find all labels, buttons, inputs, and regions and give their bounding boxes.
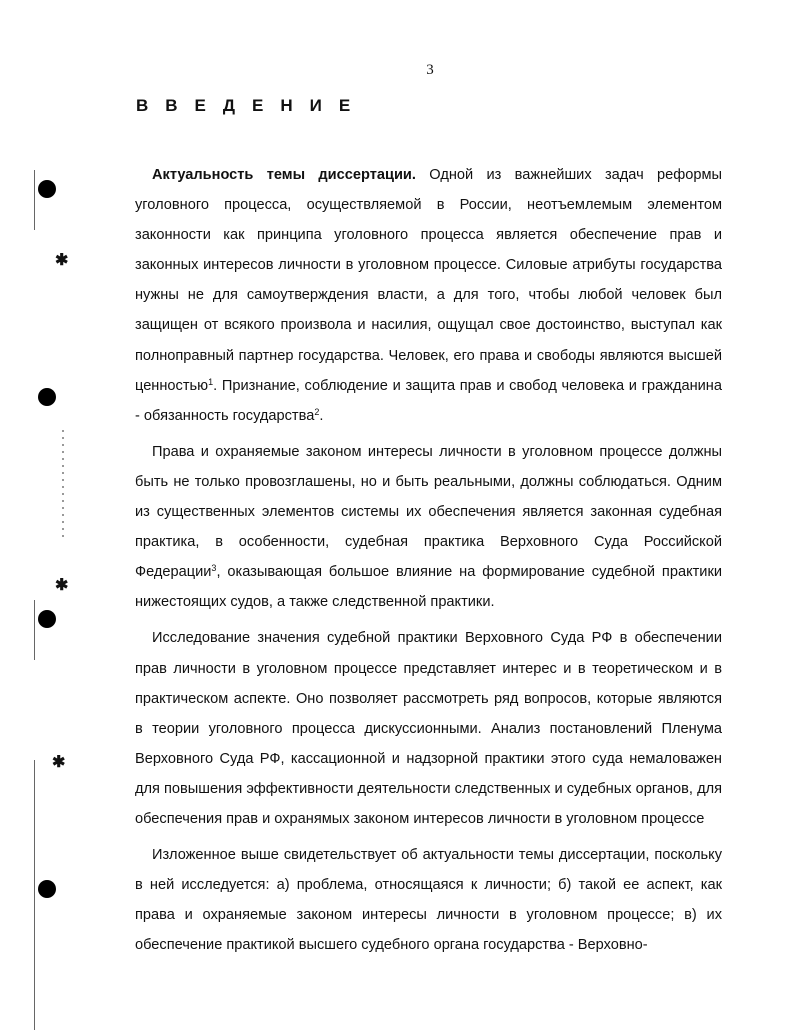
paragraph-text: Изложенное выше свидетельствует об актуальности темы диссертации, поскольку в ней исследуется: а) проблема, относящаяся к личности; б) такой ее аспект, как права и охраняемые законом интересы личности в уголовном процессе; в) их обеспечение практикой высшего судебного органа государства - Верховно- <box>135 847 722 954</box>
paragraph-text: Одной из важнейших задач реформы уголовного процесса, осуществляемой в России, неотъемлемым элементом законности как принципа уголовного процесса является обеспечение прав и законных интересов личности в уголовном процессе. Силовые атрибуты государства нужны не для самоутверждения власти, а для того, чтобы любой человек был защищен от всякого произвола и насилия, ощущал свое достоинство, выступал как полноправный партнер государства. Человек, его права и свободы являются высшей ценностью <box>135 167 722 394</box>
footnote-ref: 3 <box>211 563 217 574</box>
punch-hole-mark <box>38 388 56 406</box>
paragraph <box>135 437 722 618</box>
binding-edge-line <box>34 600 35 660</box>
binding-edge-line <box>34 760 35 1030</box>
punch-hole-mark: ✱ <box>55 252 69 269</box>
scan-noise <box>62 430 64 540</box>
section-heading: ВВЕДЕНИЕ <box>136 96 368 115</box>
binding-edge-line <box>34 170 35 230</box>
punch-hole-mark <box>38 880 56 898</box>
paragraph <box>135 623 722 834</box>
page-number: 3 <box>426 62 434 78</box>
punch-hole-mark <box>38 610 56 628</box>
footnote-ref: 2 <box>314 406 320 417</box>
paragraph-text: Исследование значения судебной практики Верховного Суда РФ в обеспечении прав личности в уголовном процессе представляет интерес и в теоретическом и в практическом аспекте. Оно позволяет рассмотреть ряд вопросов, которые являются в теории уголовного процесса дискуссионными. Анализ постановлений Пленума Верховного Суда РФ, кассационной и надзорной практики этого суда немаловажен для повышения эффективности деятельности следственных и судебных органов, для обеспечения прав и охранямых законом интересов личности в уголовном процессе <box>135 630 722 827</box>
body-text <box>135 160 722 966</box>
punch-hole-mark: ✱ <box>55 577 69 594</box>
paragraph <box>135 160 722 431</box>
lead-phrase: Актуальность темы диссертации. <box>152 167 416 183</box>
paragraph <box>135 840 722 960</box>
punch-hole-mark: ✱ <box>52 754 66 771</box>
paragraph-text: . Признание, соблюдение и защита прав и свобод человека и гражданина - обязанность государства <box>135 377 722 424</box>
paragraph-text: . <box>319 407 324 424</box>
paragraph-text: , оказывающая большое влияние на формирование судебной практики нижестоящих судов, а также следственной практики. <box>135 564 722 611</box>
footnote-ref: 1 <box>208 376 214 387</box>
paragraph-text: Права и охраняемые законом интересы личности в уголовном процессе должны быть не только провозглашены, но и быть реальными, должны соблюдаться. Одним из существенных элементов системы их обеспечения является законная судебная практика, в особенности, судебная практика Верховного Суда Российской Федерации <box>135 443 722 581</box>
punch-hole-mark <box>38 180 56 198</box>
